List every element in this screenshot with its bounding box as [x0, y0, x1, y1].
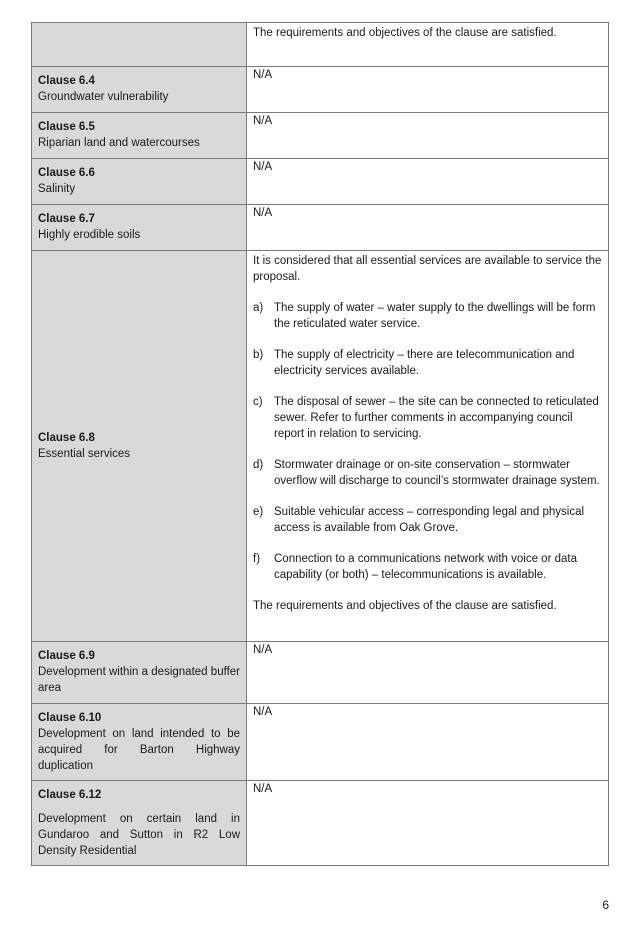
clause-title: Essential services — [38, 448, 131, 460]
list-item-text: The supply of electricity – there are telecommunication and electricity services available. — [274, 349, 575, 377]
right-cell — [247, 251, 609, 642]
left-cell — [32, 23, 247, 67]
assessment-text: N/A — [253, 69, 273, 81]
table-row — [32, 704, 609, 781]
assessment-text: N/A — [253, 783, 273, 795]
list-item — [253, 300, 602, 332]
clause-number: Clause 6.7 — [38, 213, 95, 225]
assessment-text: N/A — [253, 161, 273, 173]
list-item — [253, 551, 602, 583]
right-cell — [247, 23, 609, 67]
right-cell — [247, 205, 609, 251]
clause-title: Groundwater vulnerability — [38, 91, 169, 103]
list-item-text: Stormwater drainage or on-site conservation – stormwater overflow will discharge to council’s stormwater drainage system. — [274, 459, 600, 487]
assessment-text: N/A — [253, 207, 273, 219]
list-marker: b) — [253, 349, 264, 361]
clause-number: Clause 6.9 — [38, 650, 95, 662]
clause-title: Highly erodible soils — [38, 229, 141, 241]
list-marker: e) — [253, 506, 264, 518]
list-item-text: Suitable vehicular access – corresponding legal and physical access is available from Oak Grove. — [274, 506, 585, 534]
essential-services-content — [247, 253, 608, 614]
list-marker: f) — [253, 553, 261, 565]
right-cell — [247, 159, 609, 205]
assessment-text: N/A — [253, 644, 273, 656]
right-cell — [247, 113, 609, 159]
table-row — [32, 23, 609, 67]
left-cell — [32, 205, 247, 251]
clause-title: Development on certain land in Gundaroo and Sutton in R2 Low Density Residential — [38, 813, 240, 857]
left-cell — [32, 67, 247, 113]
clause-number: Clause 6.4 — [38, 75, 95, 87]
clause-title: Salinity — [38, 183, 76, 195]
intro-text: It is considered that all essential services are available to service the proposal. — [253, 255, 602, 283]
clause-title: Riparian land and watercourses — [38, 137, 200, 149]
list-item — [253, 504, 602, 536]
table-row — [32, 642, 609, 704]
list-item — [253, 347, 602, 379]
assessment-text: N/A — [253, 706, 273, 718]
list-item-text: Connection to a communications network with voice or data capability (or both) – telecommunications is available. — [274, 553, 577, 581]
list-marker: c) — [253, 396, 263, 408]
table-row — [32, 113, 609, 159]
clause-table — [31, 22, 609, 866]
right-cell — [247, 704, 609, 781]
page-number: 6 — [602, 898, 609, 912]
clause-title: Development on land intended to be acquired for Barton Highway duplication — [38, 728, 240, 772]
clause-title: Development within a designated buffer area — [38, 666, 240, 694]
left-cell — [32, 704, 247, 781]
right-cell — [247, 642, 609, 704]
clause-number: Clause 6.6 — [38, 167, 95, 179]
list-item — [253, 457, 602, 489]
list-item-text: The supply of water – water supply to the dwellings will be form the reticulated water service. — [274, 302, 596, 330]
table-row — [32, 159, 609, 205]
list-item — [253, 394, 602, 442]
closing-text: The requirements and objectives of the clause are satisfied. — [253, 600, 557, 612]
table-row — [32, 781, 609, 866]
list-item-text: The disposal of sewer – the site can be connected to reticulated sewer. Refer to further comments in accompanying council report in relation to servicing. — [274, 396, 599, 440]
clause-number: Clause 6.10 — [38, 712, 102, 724]
table-row — [32, 251, 609, 642]
clause-number: Clause 6.5 — [38, 121, 95, 133]
right-cell — [247, 67, 609, 113]
left-cell — [32, 159, 247, 205]
right-cell — [247, 781, 609, 866]
table-row — [32, 205, 609, 251]
assessment-text: The requirements and objectives of the clause are satisfied. — [253, 27, 557, 39]
assessment-text: N/A — [253, 115, 273, 127]
left-cell — [32, 251, 247, 642]
left-cell — [32, 781, 247, 866]
left-cell — [32, 113, 247, 159]
table-row — [32, 67, 609, 113]
clause-number: Clause 6.8 — [38, 432, 95, 444]
clause-number: Clause 6.12 — [38, 789, 102, 801]
list-marker: a) — [253, 302, 264, 314]
left-cell — [32, 642, 247, 704]
list-marker: d) — [253, 459, 264, 471]
